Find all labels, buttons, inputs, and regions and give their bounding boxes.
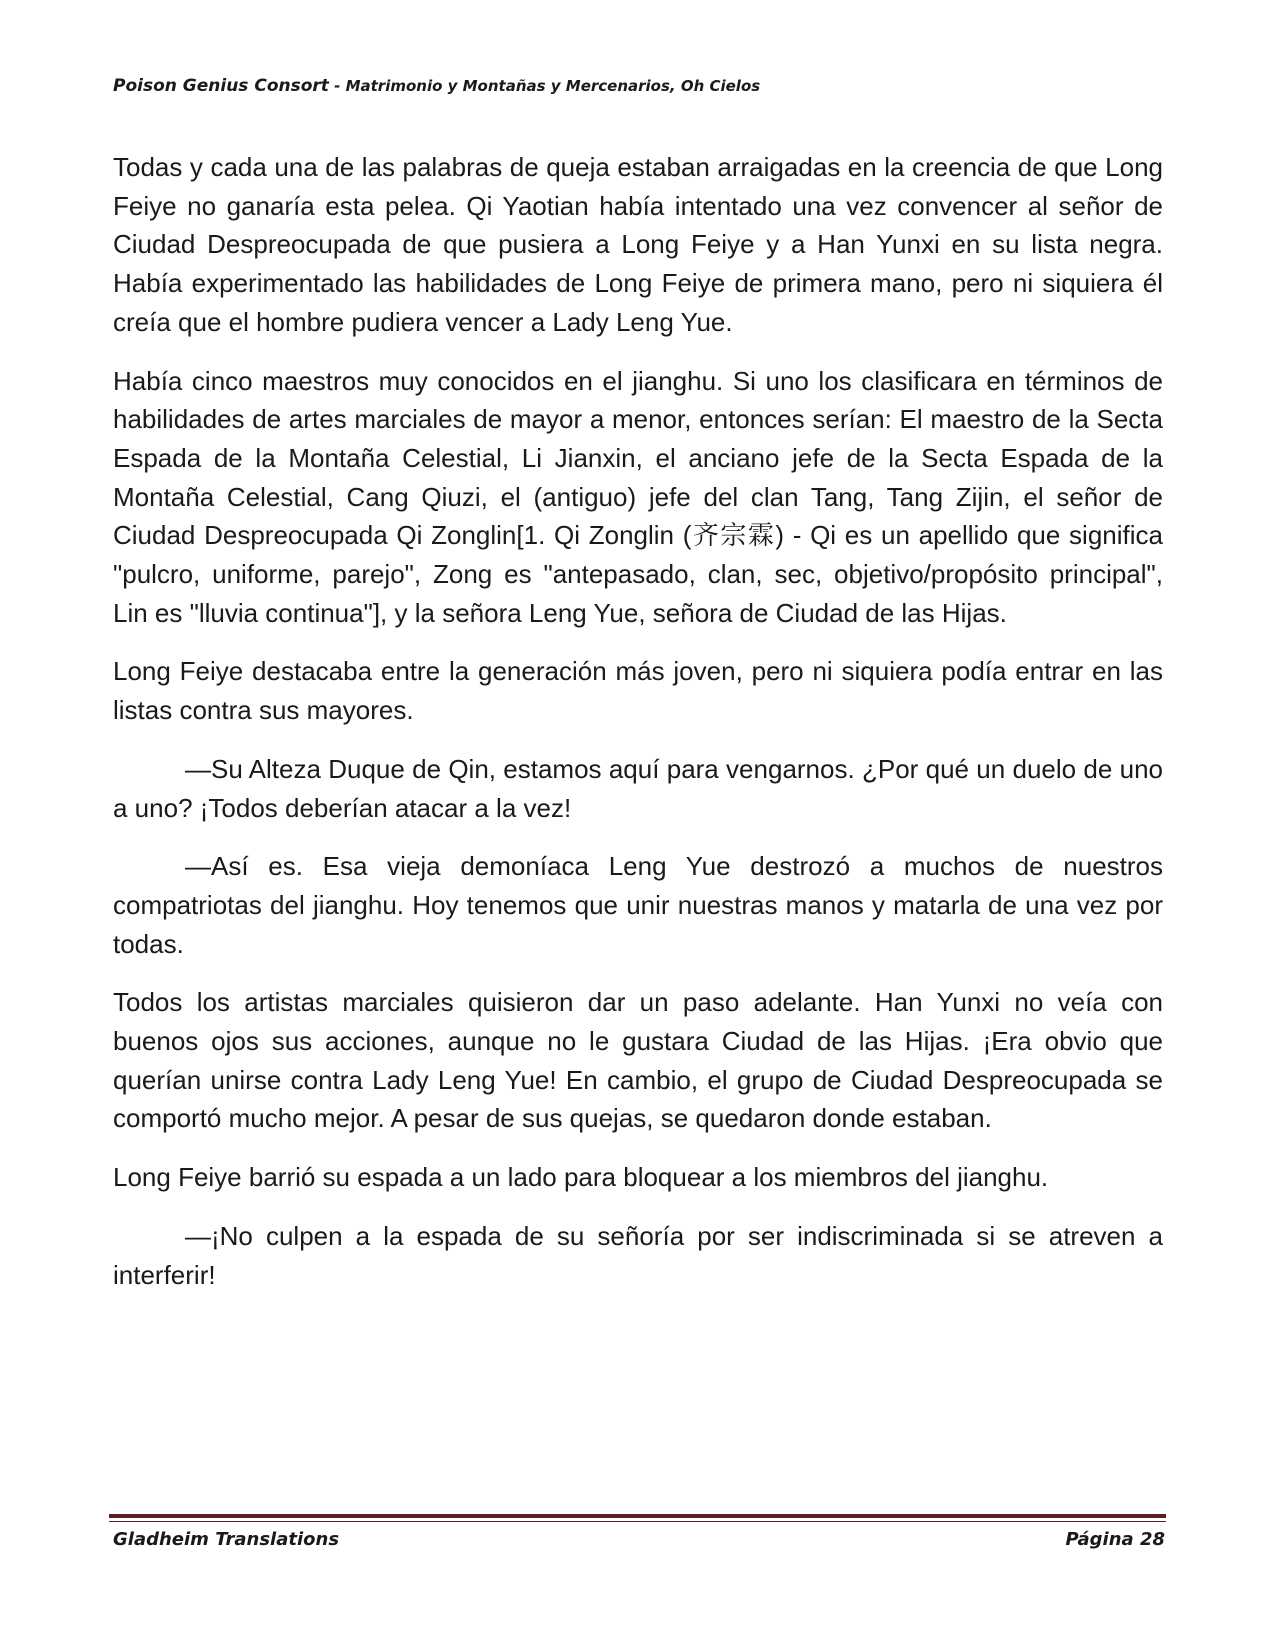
dialog-paragraph: —¡No culpen a la espada de su señoría por ser indiscriminada si se atreven a interferir! <box>113 1220 1163 1290</box>
dialog-paragraph: —Su Alteza Duque de Qin, estamos aquí para vengarnos. ¿Por qué un duelo de uno a uno? ¡Todos deberían atacar a la vez! <box>113 753 1163 823</box>
paragraph: Long Feiye barrió su espada a un lado para bloquear a los miembros del jianghu. <box>113 1162 1049 1193</box>
page-number: Página 28 <box>1065 1529 1165 1550</box>
paragraph: Long Feiye destacaba entre la generación más joven, pero ni siquiera podía entrar en las listas contra sus mayores. <box>113 656 1163 726</box>
page-body <box>113 148 1163 1314</box>
paragraph: Todas y cada una de las palabras de queja estaban arraigadas en la creencia de que Long Feiye no ganaría esta pelea. Qi Yaotian había intentado una vez convencer al señor de Ciudad Despreocupada de que pusiera a Long Feiye y a Han Yunxi en su lista negra. Había experimentado las habilidades de Long Feiye de primera mano, pero ni siquiera él creía que el hombre pudiera vencer a Lady Leng Yue. <box>113 152 1163 337</box>
footer-rule-thin <box>109 1521 1166 1522</box>
running-header <box>113 76 760 96</box>
paragraph: Había cinco maestros muy conocidos en el jianghu. Si uno los clasificara en términos de habilidades de artes marciales de mayor a menor, entonces serían: El maestro de la Secta Espada de la Montaña Celestial, Li Jianxin, el anciano jefe de la Secta Espada de la Montaña Celestial, Cang Qiuzi, el (antiguo) jefe del clan Tang, Tang Zijin, el señor de Ciudad Despreocupada Qi Zonglin[1. Qi Zonglin (齐宗霖) - Qi es un apellido que significa "pulcro, uniforme, parejo", Zong es "antepasado, clan, sec, objetivo/propósito principal", Lin es "lluvia continua"], y la señora Leng Yue, señora de Ciudad de las Hijas. <box>113 365 1163 628</box>
dialog-paragraph: —Así es. Esa vieja demoníaca Leng Yue destrozó a muchos de nuestros compatriotas del jianghu. Hoy tenemos que unir nuestras manos y matarla de una vez por todas. <box>113 851 1163 959</box>
paragraph: Todos los artistas marciales quisieron dar un paso adelante. Han Yunxi no veía con buenos ojos sus acciones, aunque no le gustara Ciudad de las Hijas. ¡Era obvio que querían unirse contra Lady Leng Yue! En cambio, el grupo de Ciudad Despreocupada se comportó mucho mejor. A pesar de sus quejas, se quedaron donde estaban. <box>113 987 1163 1134</box>
footer-translator: Gladheim Translations <box>113 1529 340 1550</box>
series-title: Poison Genius Consort <box>113 76 329 96</box>
header-separator: - <box>328 77 346 95</box>
chapter-title: Matrimonio y Montañas y Mercenarios, Oh Cielos <box>345 77 761 95</box>
footer-rule <box>109 1514 1166 1518</box>
